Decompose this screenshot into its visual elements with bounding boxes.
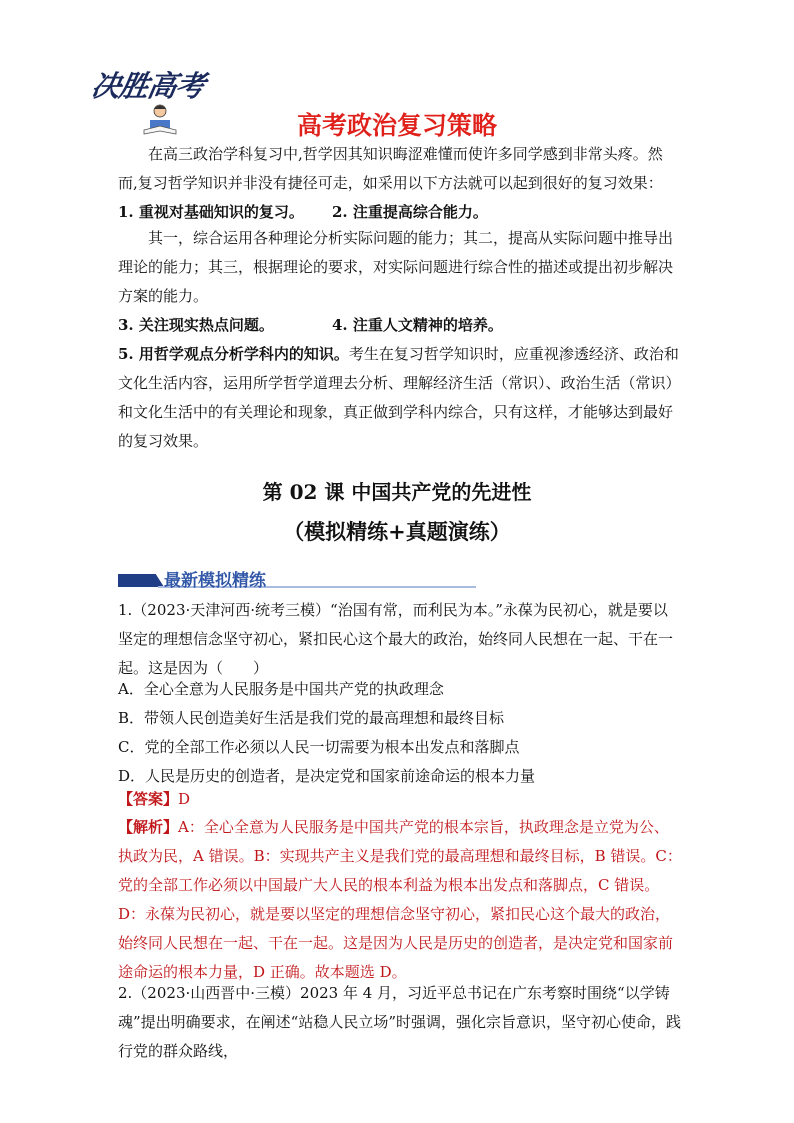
method-1: 1. 重视对基础知识的复习。 — [118, 203, 304, 221]
page-title: 高考政治复习策略 — [296, 111, 497, 140]
analysis-label: 【解析】 — [118, 818, 179, 836]
method-3: 3. 关注现实热点问题。 — [118, 316, 274, 334]
analysis-paragraph — [118, 813, 682, 987]
section-label: 最新模拟精练 — [164, 571, 266, 591]
lesson-subtitle: （模拟精练+真题演练） — [283, 519, 511, 544]
logo-text: 决胜高考 — [88, 69, 207, 103]
analysis-text: A：全心全意为人民服务是中国共产党的根本宗旨，执政理念是立党为公、执政为民，A 错误。B：实现共产主义是我们党的最高理想和最终目标，B 错误。C：党的全部工作必须以中国最广大人民的根本利益为根本出发点和落脚点，C 错误。D：永葆为民初心，就是要以坚定的理想信念坚守初心，紧扣民心这个最大的政治，始终同人民想在一起、干在一起。这是因为人民是历史的创造者，是决定党和国家前途命运的根本力量，D 正确。故本题选 D。 — [118, 818, 682, 981]
method-5-text: 考生在复习哲学知识时，应重视渗透经济、政治和文化生活内容，运用所学哲学道理去分析、理解经济生活（常识）、政治生活（常识）和文化生活中的有关理论和现象，真正做到学科内综合，只有这样，才能够达到最好的复习效果。 — [118, 345, 681, 450]
intro-paragraph: 在高三政治学科复习中,哲学因其知识晦涩难懂而使许多同学感到非常头疼。然而,复习哲学知识并非没有捷径可走，如采用以下方法就可以起到很好的复习效果： — [118, 145, 663, 192]
option-a: A．全心全意为人民服务是中国共产党的执政理念 — [118, 680, 444, 698]
option-d: D．人民是历史的创造者，是决定党和国家前途命运的根本力量 — [118, 767, 536, 785]
answer-value: D — [178, 790, 191, 808]
option-c: C．党的全部工作必须以人民一切需要为根本出发点和落脚点 — [118, 738, 520, 756]
question-1-options — [118, 675, 682, 791]
method-5-label: 5. 用哲学观点分析学科内的知识。 — [118, 345, 349, 363]
answer-label: 【答案】 — [118, 790, 179, 808]
method-4: 4. 注重人文精神的培养。 — [332, 316, 503, 334]
option-b: B．带领人民创造美好生活是我们党的最高理想和最终目标 — [118, 709, 505, 727]
method-5 — [118, 340, 682, 456]
question-1-stem: 1.（2023·天津河西·统考三模）“治国有常，而利民为本。”永葆为民初心，就是要以坚定的理想信念坚守初心，紧扣民心这个最大的政治，始终同人民想在一起、干在一起。这是因为（ ） — [118, 601, 674, 677]
answer-line — [118, 785, 682, 814]
question-2-stem: 2.（2023·山西晋中·三模）2023 年 4 月，习近平总书记在广东考察时围绕“以学铸魂”提出明确要求，在阐述“站稳人民立场”时强调，强化宗旨意识，坚守初心使命，践行党的群众路线， — [118, 984, 682, 1060]
method-2-detail: 其一，综合运用各种理论分析实际问题的能力；其二，提高从实际问题中推导出理论的能力；其三，根据理论的要求，对实际问题进行综合性的描述或提出初步解决方案的能力。 — [118, 229, 674, 305]
section-banner — [118, 568, 478, 590]
method-2: 2. 注重提高综合能力。 — [332, 203, 488, 221]
lesson-title: 第 02 课 中国共产党的先进性 — [262, 480, 532, 504]
